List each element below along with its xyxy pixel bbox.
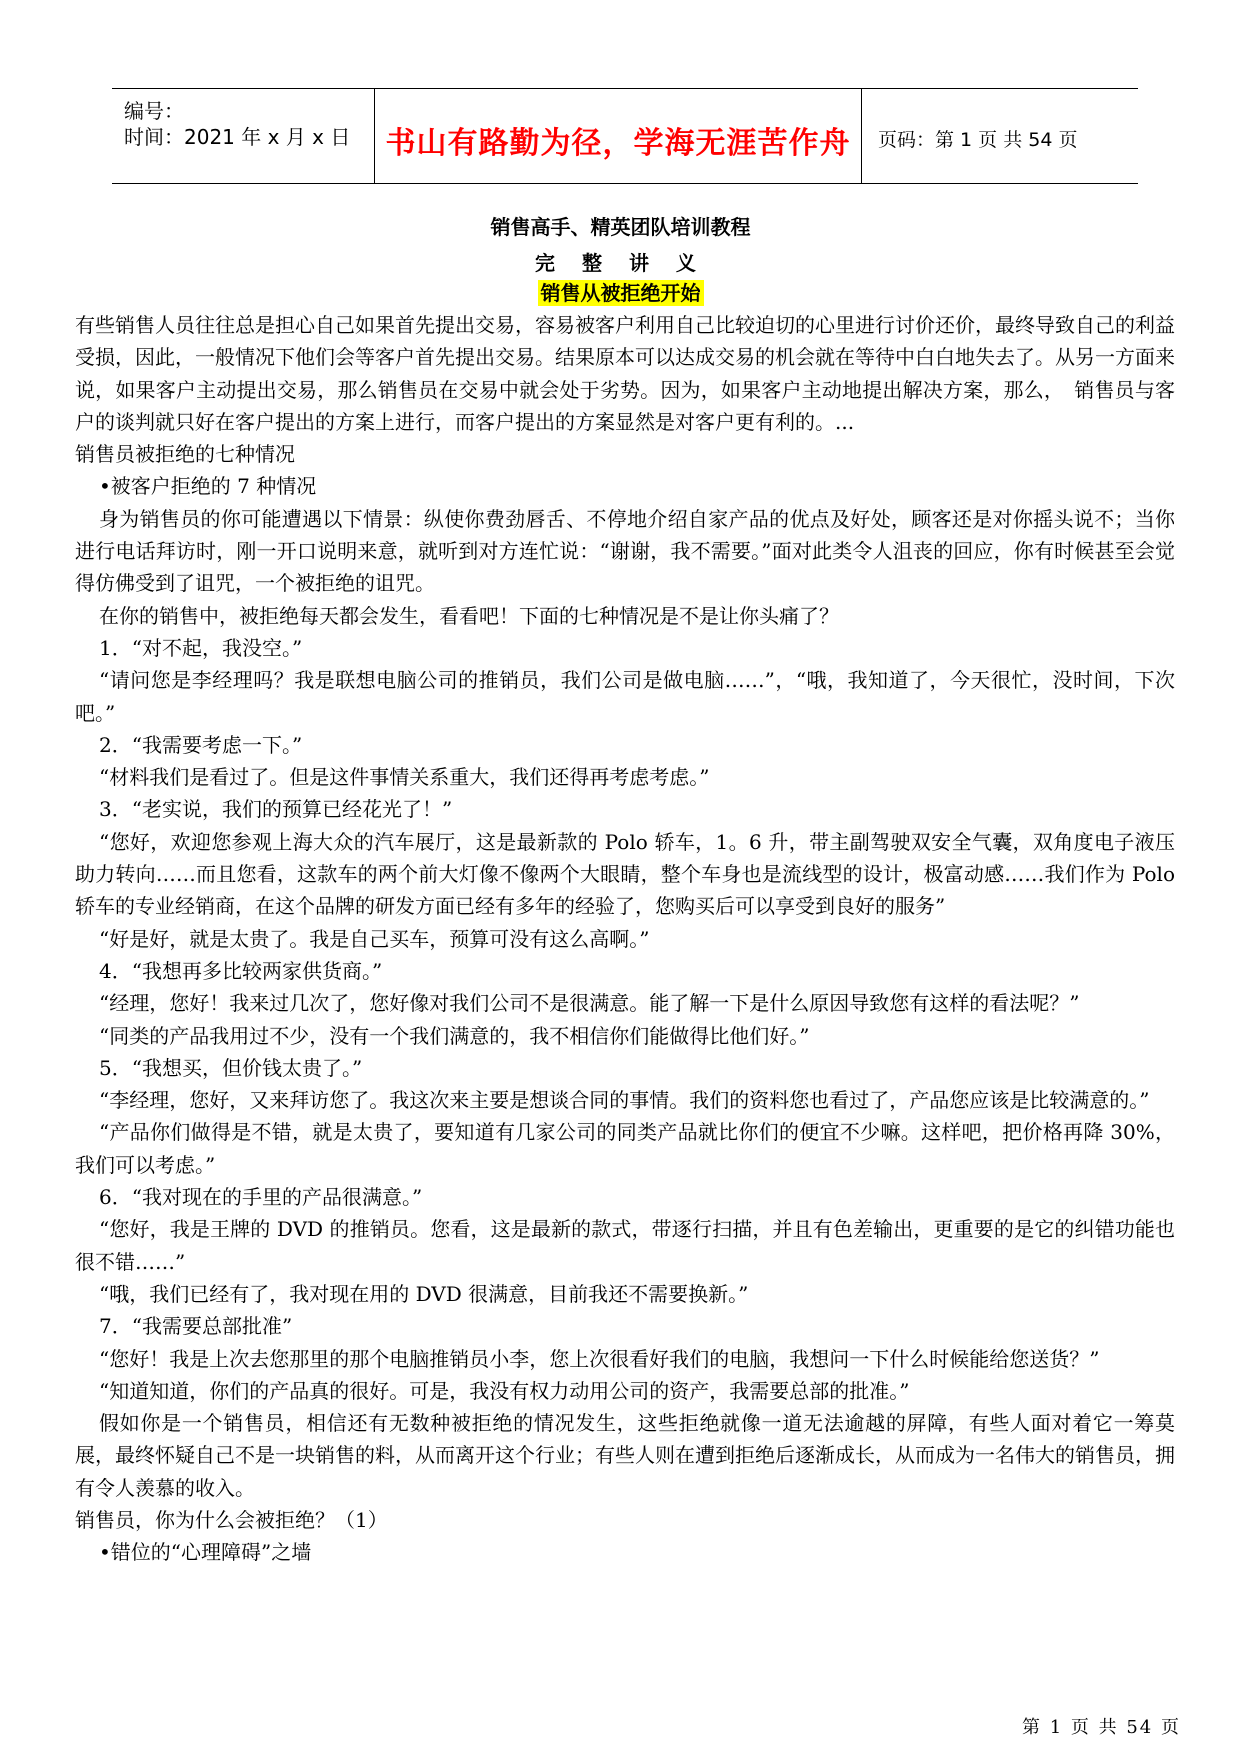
date-label: 时间：2021 年 x 月 x 日 xyxy=(124,125,351,149)
dialogue: “哦，我们已经有了，我对现在用的 DVD 很满意，目前我还不需要换新。” xyxy=(99,1281,749,1306)
dialogue: “请问您是李经理吗？我是联想电脑公司的推销员，我们公司是做电脑……”，“哦，我知道了，今天很忙，没时间，下次吧。” xyxy=(75,668,1175,725)
document-header xyxy=(112,88,1138,184)
header-meta-cell xyxy=(112,89,374,183)
paragraph: 在你的销售中，被拒绝每天都会发生，看看吧！下面的七种情况是不是让你头痛了？ xyxy=(99,603,839,628)
section-heading: 销售员，你为什么会被拒绝？（1） xyxy=(75,1507,388,1532)
page-footer: 第 1 页 共 54 页 xyxy=(1022,1717,1181,1738)
sub-title: 完 整 讲 义 xyxy=(535,251,706,275)
dialogue: “好是好，就是太贵了。我是自己买车，预算可没有这么高啊。” xyxy=(99,926,650,951)
case-heading: 5．“我想买，但价钱太贵了。” xyxy=(99,1055,363,1080)
number-label: 编号： xyxy=(124,99,184,123)
main-title: 销售高手、精英团队培训教程 xyxy=(490,215,751,239)
chapter-title xyxy=(0,277,1241,306)
section-heading: 销售员被拒绝的七种情况 xyxy=(75,442,295,467)
bullet-heading: •错位的“心理障碍”之墙 xyxy=(99,1540,312,1565)
bullet-heading: •被客户拒绝的 7 种情况 xyxy=(99,474,317,499)
case-heading: 7．“我需要总部批准” xyxy=(99,1314,293,1339)
dialogue: “您好，我是王牌的 DVD 的推销员。您看，这是最新的款式，带逐行扫描，并且有色差输出，更重要的是它的纠错功能也很不错……” xyxy=(75,1217,1175,1274)
dialogue: “您好！我是上次去您那里的那个电脑推销员小李，您上次很看好我们的电脑，我想问一下什么时候能给您送货？” xyxy=(99,1346,1100,1371)
motto: 书山有路勤为径，学海无涯苦作舟 xyxy=(385,126,851,161)
dialogue: “李经理，您好，又来拜访您了。我这次来主要是想谈合同的事情。我们的资料您也看过了，产品您应该是比较满意的。” xyxy=(99,1088,1150,1113)
paragraph: 假如你是一个销售员，相信还有无数种被拒绝的情况发生，这些拒绝就像一道无法逾越的屏障，有些人面对着它一筹莫展，最终怀疑自己不是一块销售的料，从而离开这个行业；有些人则在遭到拒绝后逐渐成长，从而成为一名伟大的销售员，拥有令人羡慕的收入。 xyxy=(75,1411,1175,1500)
case-heading: 3．“老实说，我们的预算已经花光了！” xyxy=(99,797,453,822)
case-heading: 1．“对不起，我没空。” xyxy=(99,635,303,660)
dialogue: “产品你们做得是不错，就是太贵了，要知道有几家公司的同类产品就比你们的便宜不少嘛。这样吧，把价格再降 30%，我们可以考虑。” xyxy=(75,1120,1175,1177)
page-info: 页码：第 1 页 共 54 页 xyxy=(878,129,1078,151)
header-motto-cell xyxy=(374,89,862,183)
dialogue: “同类的产品我用过不少，没有一个我们满意的，我不相信你们能做得比他们好。” xyxy=(99,1023,810,1048)
case-heading: 2．“我需要考虑一下。” xyxy=(99,732,303,757)
dialogue: “您好，欢迎您参观上海大众的汽车展厅，这是最新款的 Polo 轿车，1。6 升，带主副驾驶双安全气囊，双角度电子液压助力转向……而且您看，这款车的两个前大灯像不像两个大眼睛，整个车身也是流线型的设计，极富动感……我们作为 Polo 轿车的专业经销商，在这个品牌的研发方面已经有多年的经验了，您购买后可以享受到良好的服务” xyxy=(75,829,1175,919)
paragraph: 身为销售员的你可能遭遇以下情景：纵使你费劲唇舌、不停地介绍自家产品的优点及好处，顾客还是对你摇头说不；当你进行电话拜访时，刚一开口说明来意，就听到对方连忙说：“谢谢，我不需要。”面对此类令人沮丧的回应，你有时候甚至会觉得仿佛受到了诅咒，一个被拒绝的诅咒。 xyxy=(75,506,1175,596)
dialogue: “经理，您好！我来过几次了，您好像对我们公司不是很满意。能了解一下是什么原因导致您有这样的看法呢？” xyxy=(99,991,1080,1016)
document-body xyxy=(75,309,1175,1569)
dialogue: “材料我们是看过了。但是这件事情关系重大，我们还得再考虑考虑。” xyxy=(99,765,710,790)
case-heading: 6．“我对现在的手里的产品很满意。” xyxy=(99,1185,423,1210)
case-heading: 4．“我想再多比较两家供货商。” xyxy=(99,958,383,983)
paragraph: 有些销售人员往往总是担心自己如果首先提出交易，容易被客户利用自己比较迫切的心里进行讨价还价，最终导致自己的利益受损，因此，一般情况下他们会等客户首先提出交易。结果原本可以达成交易的机会就在等待中白白地失去了。从另一方面来说，如果客户主动提出交易，那么销售员在交易中就会处于劣势。因为，如果客户主动地提出解决方案，那么， 销售员与客户的谈判就只好在客户提出的方案上进行，而客户提出的方案显然是对客户更有利的。... xyxy=(75,313,1175,434)
header-page-cell xyxy=(862,89,1138,183)
dialogue: “知道知道，你们的产品真的很好。可是，我没有权力动用公司的资产，我需要总部的批准。” xyxy=(99,1378,910,1403)
chapter-title-highlight: 销售从被拒绝开始 xyxy=(538,280,704,306)
